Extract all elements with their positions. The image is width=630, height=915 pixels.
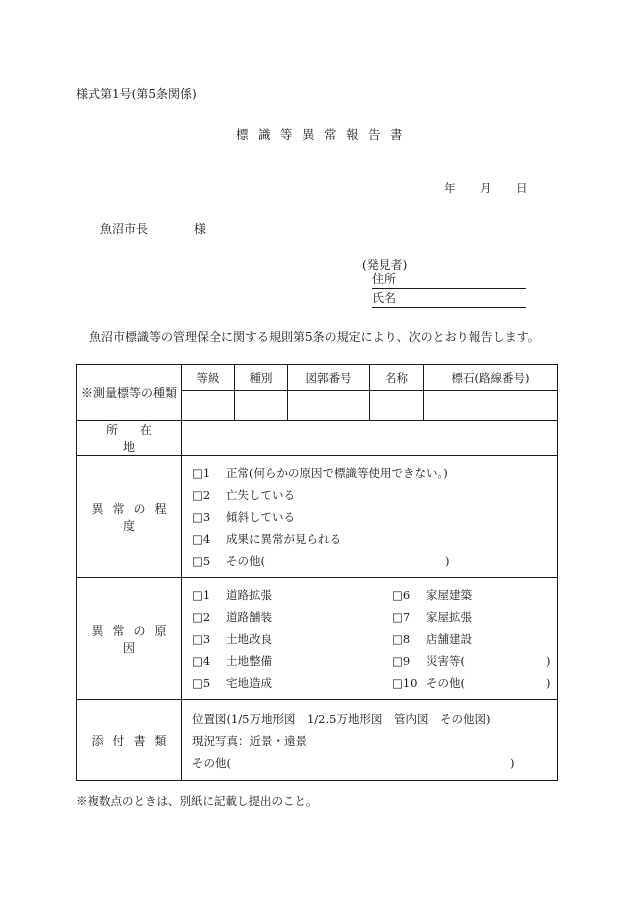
attach-other-close: ) [510, 756, 515, 770]
map-sheet-number-input[interactable] [288, 391, 370, 421]
intro-text: 魚沼市標識等の管理保全に関する規則第5条の規定により、次のとおり報告します。 [89, 330, 540, 344]
checkbox[interactable]: □5 [192, 676, 211, 690]
degree-item[interactable] [192, 506, 557, 528]
cause-item-text: 店舗建設 [426, 632, 472, 646]
degree-item[interactable] [192, 462, 557, 484]
cause-item-text: その他( [426, 676, 465, 690]
finder-address-field[interactable] [372, 273, 526, 289]
date-month: 月 [480, 181, 492, 195]
type-label: ※測量標等の種類 [77, 365, 182, 421]
header-map-sheet-number: 図郭番号 [288, 365, 370, 391]
checkbox[interactable]: □4 [192, 654, 211, 668]
attach-options [182, 700, 558, 781]
addressee-honorific: 様 [194, 222, 207, 236]
checkbox[interactable]: □2 [192, 610, 211, 624]
header-monument-route: 標石(路線番号) [424, 365, 558, 391]
name-input[interactable] [370, 391, 424, 421]
checkbox[interactable]: □3 [192, 510, 211, 524]
kind-input[interactable] [235, 391, 288, 421]
cause-item-text: 災害等( [426, 654, 465, 668]
degree-item-text: 成果に異常が見られる [226, 532, 341, 546]
cause-row [192, 628, 557, 650]
attach-label: 添付書類 [77, 700, 182, 781]
cause-row [192, 672, 557, 694]
degree-item[interactable] [192, 484, 557, 506]
checkbox[interactable]: □1 [192, 466, 211, 480]
attach-other-text: その他( [192, 756, 231, 770]
degree-item-text: その他( [226, 554, 265, 568]
finder-address-label: 住所 [372, 272, 397, 286]
report-table [76, 364, 558, 781]
checkbox[interactable]: □10 [392, 676, 418, 690]
checkbox[interactable]: □1 [192, 588, 211, 602]
degree-item-close: ) [445, 554, 450, 568]
degree-label: 異常の程度 [77, 456, 182, 578]
checkbox[interactable]: □8 [392, 632, 411, 646]
addressee [100, 220, 206, 237]
cause-item-close: ) [546, 654, 551, 668]
header-grade: 等級 [182, 365, 235, 391]
degree-item[interactable] [192, 550, 557, 572]
checkbox[interactable]: □4 [192, 532, 211, 546]
finder-name-field[interactable] [372, 292, 526, 308]
date-day: 日 [516, 181, 528, 195]
date-line [444, 180, 528, 196]
document-title: 標識等異常報告書 [236, 127, 413, 142]
location-label: 所在地 [77, 421, 182, 456]
checkbox[interactable]: □7 [392, 610, 411, 624]
cause-row [192, 584, 557, 606]
cause-item-text: 家屋建築 [426, 588, 472, 602]
cause-item-text: 土地整備 [226, 654, 272, 668]
checkbox[interactable]: □9 [392, 654, 411, 668]
finder-name-label: 氏名 [372, 291, 397, 305]
degree-item[interactable] [192, 528, 557, 550]
monument-route-input[interactable] [424, 391, 558, 421]
cause-row [192, 650, 557, 672]
degree-item-text: 傾斜している [226, 510, 295, 524]
finder-heading: (発見者) [362, 258, 408, 272]
cause-row [192, 606, 557, 628]
degree-item-text: 正常(何らかの原因で標識等使用できない。) [226, 466, 448, 480]
date-year: 年 [444, 181, 456, 195]
cause-item-text: 家屋拡張 [426, 610, 472, 624]
checkbox[interactable]: □2 [192, 488, 211, 502]
location-input[interactable] [182, 421, 558, 456]
checkbox[interactable]: □5 [192, 554, 211, 568]
grade-input[interactable] [182, 391, 235, 421]
attach-line-photos[interactable]: 現況写真：近景・遠景 [192, 734, 307, 748]
checkbox[interactable]: □3 [192, 632, 211, 646]
cause-item-text: 土地改良 [226, 632, 272, 646]
cause-item-text: 道路舗装 [226, 610, 272, 624]
attach-line-other[interactable] [192, 752, 557, 774]
header-name: 名称 [370, 365, 424, 391]
checkbox[interactable]: □6 [392, 588, 411, 602]
header-kind: 種別 [235, 365, 288, 391]
cause-options [182, 578, 558, 700]
cause-label: 異常の原因 [77, 578, 182, 700]
form-number: 様式第1号(第5条関係) [76, 87, 197, 101]
footnote: ※複数点のときは、別紙に記載し提出のこと。 [76, 794, 318, 808]
addressee-name: 魚沼市長 [100, 222, 149, 236]
cause-item-text: 宅地造成 [226, 676, 272, 690]
attach-line-maps[interactable]: 位置図(1/5万地形図 1/2.5万地形図 管内図 その他図) [192, 712, 491, 726]
degree-item-text: 亡失している [226, 488, 295, 502]
cause-item-text: 道路拡張 [226, 588, 272, 602]
cause-item-close: ) [546, 676, 551, 690]
degree-options [182, 456, 558, 578]
